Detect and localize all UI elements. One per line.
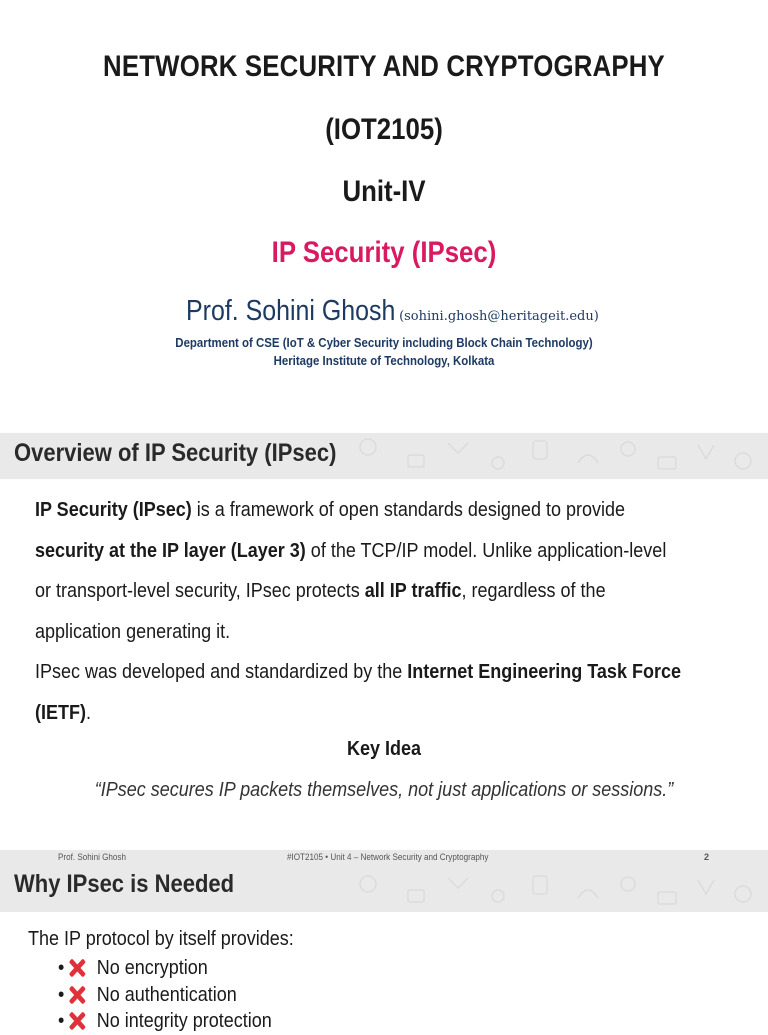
overview-paragraph [35, 490, 735, 733]
paragraph-line [35, 693, 665, 734]
text-run: . [85, 701, 91, 724]
slide-footer [0, 850, 768, 864]
paragraph-line [35, 612, 665, 653]
section-heading: Overview of IP Security (IPsec) [14, 439, 337, 467]
course-title: NETWORK SECURITY AND CRYPTOGRAPHY [103, 50, 665, 83]
footer-course: #IOT2105 • Unit 4 – Network Security and Cryptography [287, 852, 489, 862]
unit-label: Unit-IV [342, 175, 426, 208]
cross-icon [67, 1010, 87, 1032]
paragraph-line [35, 571, 665, 612]
list-item: • No authentication [58, 983, 237, 1006]
author-email: (sohini.ghosh@heritageit.edu) [399, 309, 599, 324]
section-header-bar [0, 433, 768, 479]
footer-author: Prof. Sohini Ghosh [58, 852, 126, 862]
list-item: • No encryption [58, 957, 208, 979]
course-code: (IOT2105) [325, 113, 443, 146]
list-item: • No integrity protection [58, 1010, 272, 1032]
key-idea-label: Key Idea [346, 738, 422, 760]
department: Department of CSE (IoT & Cyber Security including Block Chain Technology) [175, 335, 593, 350]
footer-page-number: 2 [704, 852, 710, 862]
bold-run: (IETF) [35, 701, 86, 724]
text-run: application generating it. [35, 620, 231, 643]
intro-text: The IP protocol by itself provides: [28, 928, 294, 950]
bold-run: security at the IP layer (Layer 3) [35, 539, 306, 562]
paragraph-line [35, 531, 665, 572]
text-run: of the TCP/IP model. Unlike application-level [305, 539, 667, 562]
author-name: Prof. Sohini Ghosh [186, 295, 396, 327]
topic-title: IP Security (IPsec) [271, 236, 497, 269]
cross-icon [67, 957, 87, 979]
author-line [0, 295, 768, 328]
key-idea-quote: “IPsec secures IP packets themselves, not just applications or sessions.” [94, 779, 674, 801]
bold-run: IP Security (IPsec) [35, 499, 192, 521]
institute: Heritage Institute of Technology, Kolkata [273, 353, 495, 368]
section-heading: Why IPsec is Needed [14, 870, 235, 898]
title-slide [0, 0, 768, 430]
bold-run: Internet Engineering Task Force [407, 661, 681, 683]
text-run: IPsec was developed and standardized by the [35, 661, 408, 683]
text-run: , regardless of the [461, 580, 606, 602]
deficiency-list [58, 955, 296, 1035]
bold-run: all IP traffic [364, 580, 462, 602]
text-run: or transport-level security, IPsec protects [35, 580, 365, 602]
doodle-pattern [338, 433, 768, 479]
text-run: is a framework of open standards designed to provide [191, 499, 626, 521]
paragraph-line [35, 652, 681, 693]
cross-icon [67, 984, 87, 1006]
paragraph-line [35, 490, 665, 531]
